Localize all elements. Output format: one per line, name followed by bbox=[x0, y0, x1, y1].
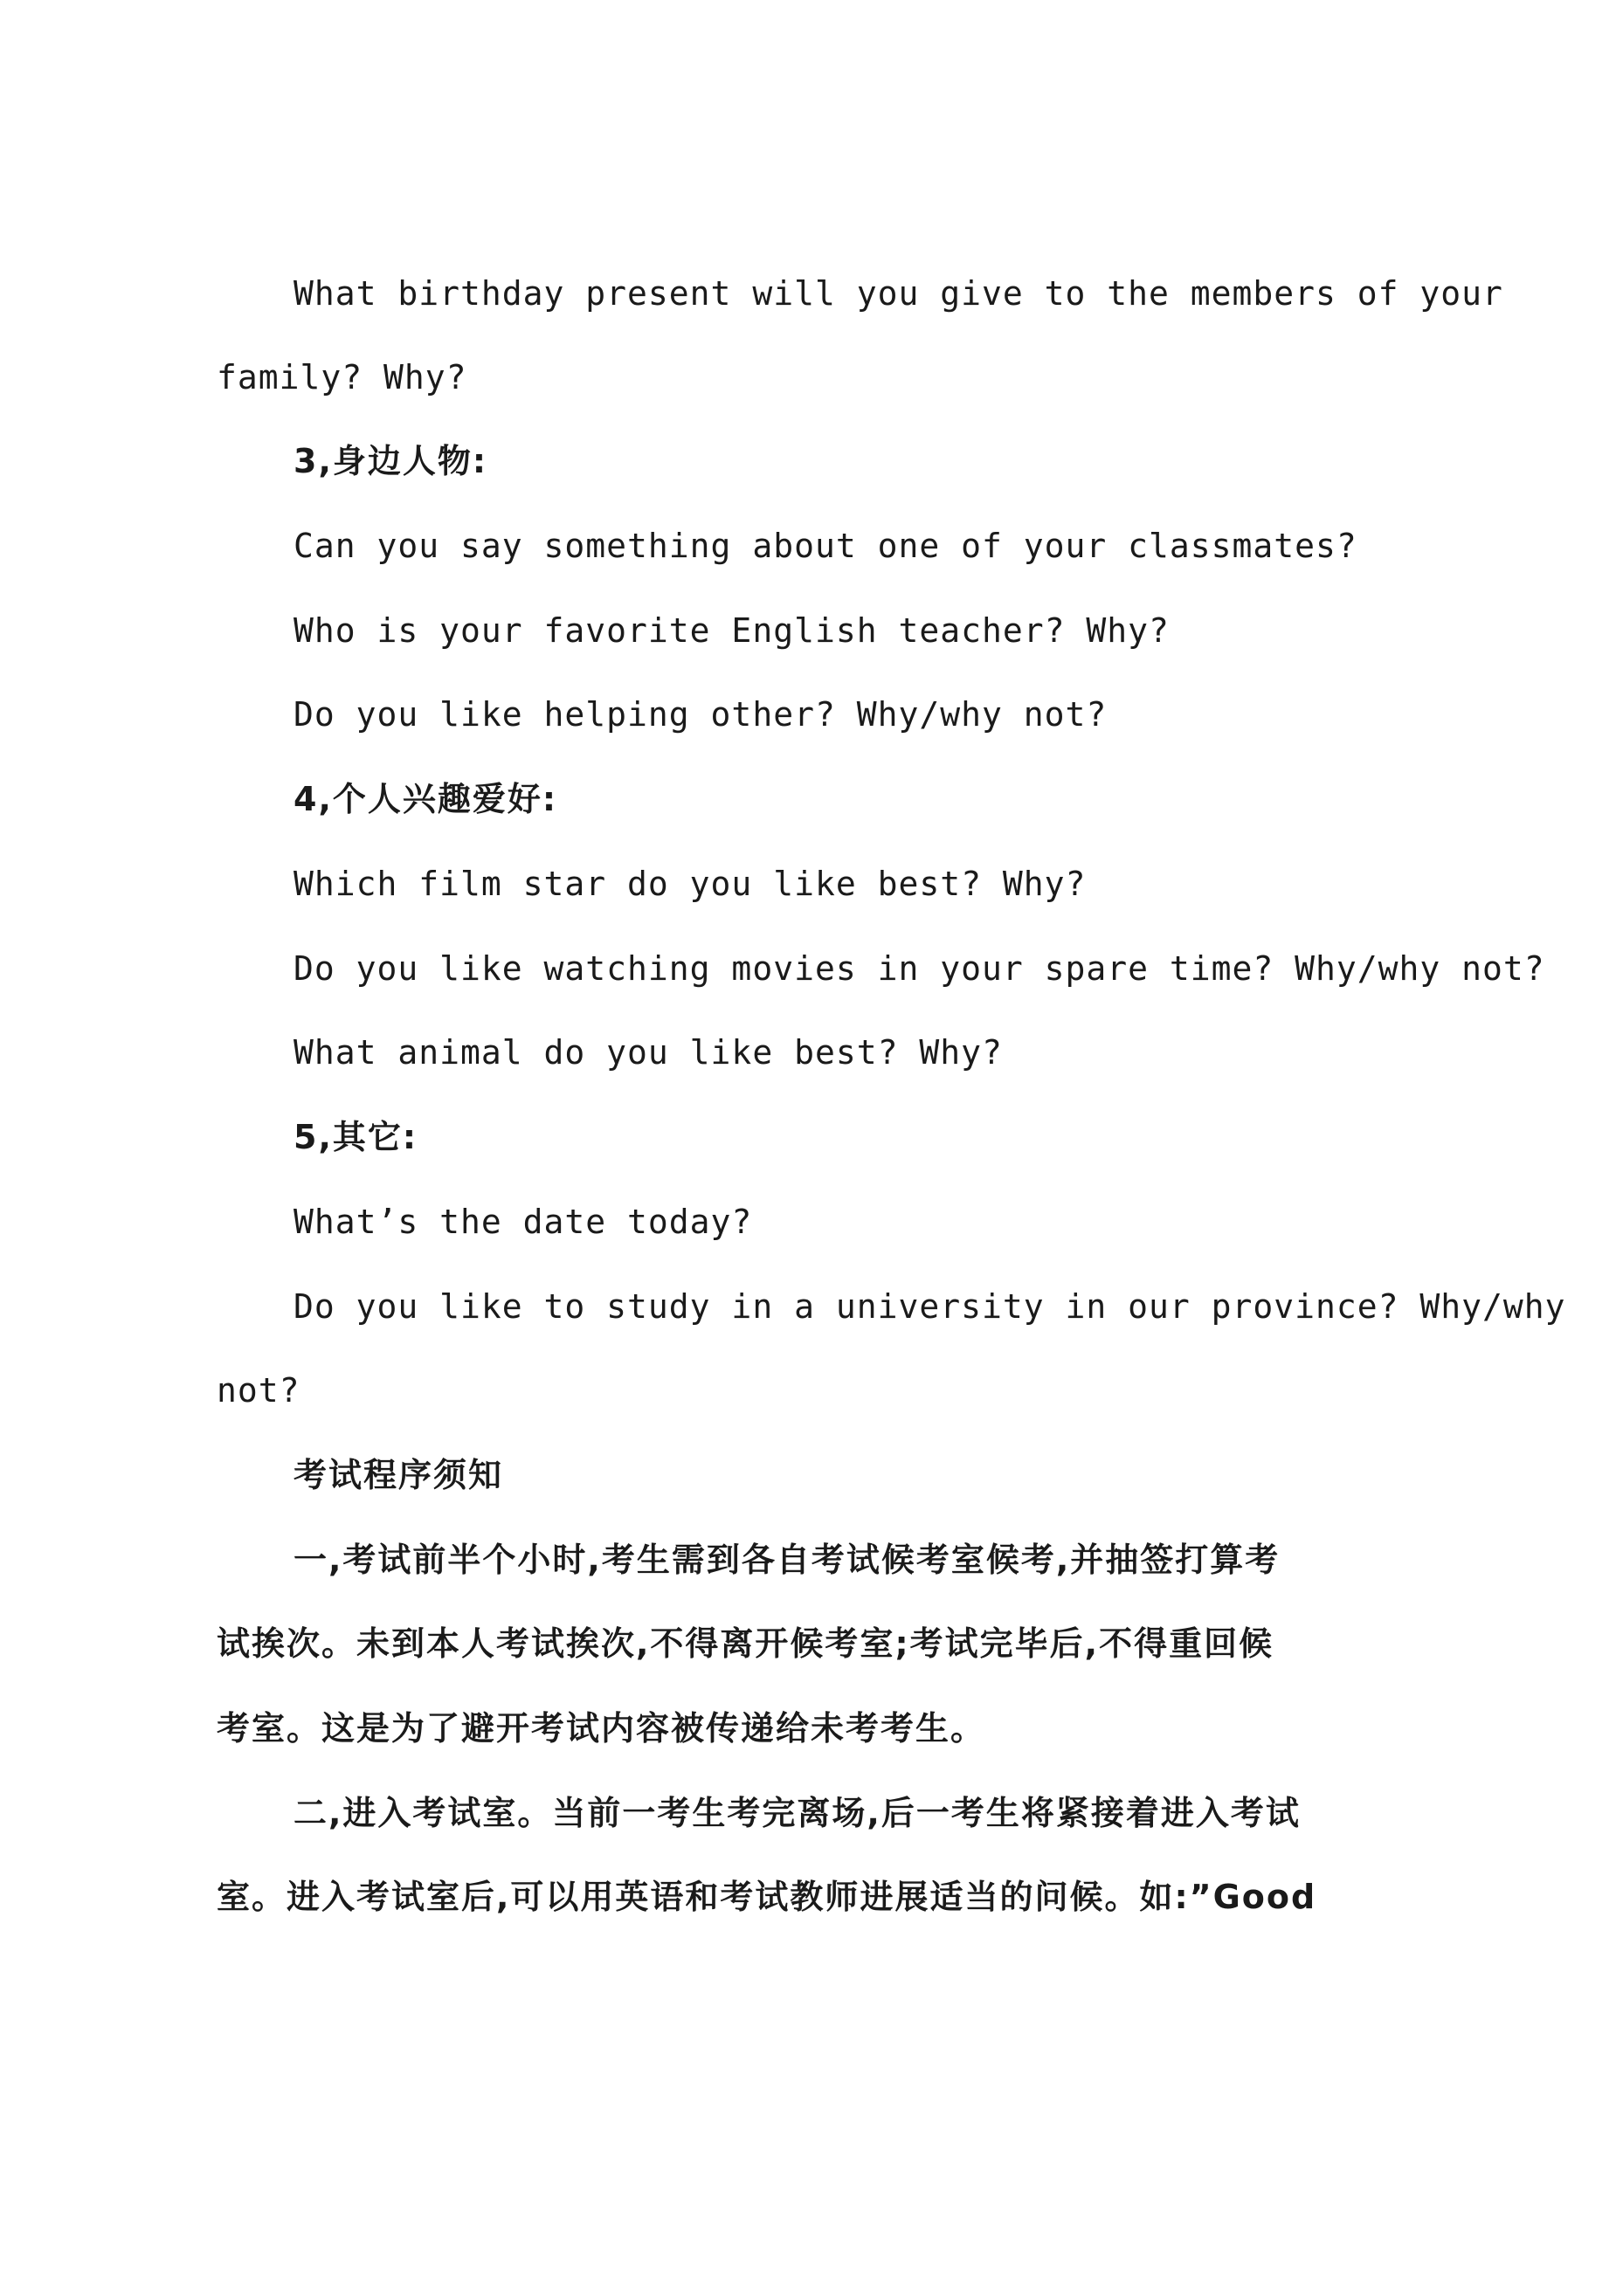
question-line: What animal do you like best? Why? bbox=[294, 1033, 1003, 1072]
question-line-continued: family? Why? bbox=[217, 358, 467, 396]
section-heading: 3,身边人物: bbox=[294, 442, 488, 480]
question-line-continued: not? bbox=[217, 1371, 300, 1410]
section-heading: 考试程序须知 bbox=[294, 1456, 504, 1494]
section-heading: 4,个人兴趣爱好: bbox=[294, 780, 558, 818]
question-line: What’s the date today? bbox=[294, 1203, 753, 1241]
question-line: Can you say something about one of your classmates? bbox=[294, 527, 1357, 565]
question-line: Do you like helping other? Why/why not? bbox=[294, 695, 1108, 734]
paragraph-line: 一,考试前半个小时,考生需到各自考试候考室候考,并抽签打算考 bbox=[294, 1541, 1281, 1579]
paragraph-line: 室。进入考试室后,可以用英语和考试教师进展适当的问候。如:”Good bbox=[217, 1878, 1317, 1916]
paragraph-line: 二,进入考试室。当前一考生考完离场,后一考生将紧接着进入考试 bbox=[294, 1794, 1301, 1832]
paragraph-line: 试挨次。未到本人考试挨次,不得离开候考室;考试完毕后,不得重回候 bbox=[217, 1624, 1274, 1663]
section-heading: 5,其它: bbox=[294, 1118, 418, 1156]
question-line: Who is your favorite English teacher? Why? bbox=[294, 611, 1170, 650]
question-line: Do you like watching movies in your spare time? Why/why not? bbox=[294, 949, 1545, 988]
question-line: Do you like to study in a university in our province? Why/why bbox=[294, 1287, 1566, 1326]
paragraph-line: 考室。这是为了避开考试内容被传递给未考考生。 bbox=[217, 1709, 986, 1748]
question-line: Which film star do you like best? Why? bbox=[294, 865, 1087, 903]
question-line: What birthday present will you give to the members of your bbox=[294, 274, 1503, 313]
